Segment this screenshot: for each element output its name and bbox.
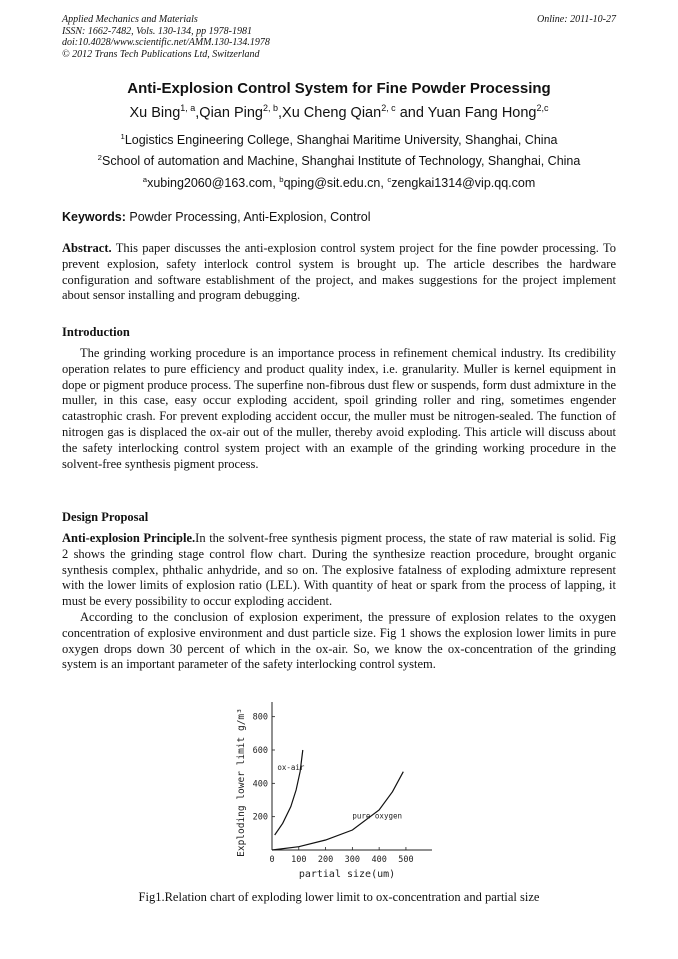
email: qping@sit.edu.cn, — [283, 176, 388, 190]
subsection-label: Anti-explosion Principle. — [62, 531, 196, 545]
x-tick-label: 100 — [291, 855, 307, 865]
figure-caption: Fig1.Relation chart of exploding lower limit to ox-concentration and partial size — [138, 890, 540, 904]
x-tick-label: 400 — [371, 855, 387, 865]
affiliation-1 — [62, 133, 616, 147]
paper-title: Anti-Explosion Control System for Fine Powder Processing — [127, 80, 551, 97]
x-tick-label: 500 — [398, 855, 414, 865]
series-label: ox-air — [277, 763, 305, 772]
keywords-label: Keywords: — [62, 210, 126, 224]
author-sup: 2, c — [381, 103, 396, 114]
y-axis-label: Exploding lower limit g/m³ — [236, 708, 247, 857]
keywords-text: Powder Processing, Anti-Explosion, Control — [125, 210, 371, 224]
design-paragraph-1 — [62, 531, 616, 610]
affiliation-text: School of automation and Machine, Shanghai Institute of Technology, Shanghai, China — [101, 154, 581, 168]
series-label: pure oxygen — [352, 811, 403, 821]
abstract-label: Abstract. — [62, 241, 112, 255]
author: and Yuan Fang Hong — [395, 105, 537, 121]
author-sup: 2, b — [263, 103, 278, 114]
email-line — [62, 176, 616, 190]
design-paragraph-2: According to the conclusion of explosion experiment, the pressure of explosion relates to the oxygen concentration of explosive environment and dust particle size. Fig 1 shows the explosion lower limits in pure oxygen drops down 30 percent of which in the ox-air. So, we know the ox-concentration of the grinding system is an important parameter of the safety interlocking control system. — [62, 610, 616, 672]
section-heading: Introduction — [62, 325, 130, 339]
affiliation-text: Logistics Engineering College, Shanghai Maritime University, Shanghai, China — [124, 133, 558, 147]
author: ,Qian Ping — [195, 105, 263, 121]
author-sup: 1, a — [180, 103, 196, 114]
online-date: Online: 2011-10-27 — [537, 14, 616, 25]
keywords — [62, 210, 370, 224]
y-tick-label: 800 — [252, 712, 268, 723]
author: Xu Bing — [129, 105, 181, 121]
x-tick-label: 0 — [269, 855, 275, 865]
x-axis-label: partial size(um) — [298, 869, 396, 880]
y-tick-label: 400 — [252, 779, 268, 790]
x-tick-label: 300 — [344, 855, 361, 865]
paragraph-text: In the solvent-free synthesis pigment process, the state of raw material is solid. Fig 2 shows the grinding stage control flow chart. During the synthesize reaction procedure, brought organic synthesis complex, phthalic anhydride, and so on. The explosive fatalness of exploding admixture represent with the lower limits of explosion ratio (LEL). With quantity of heat or spark from the process of lapping, it must be every possibility to occur exploding accident. — [62, 531, 616, 609]
email-sup: a — [142, 174, 148, 184]
issn: ISSN: 1662-7482, Vols. 130-134, pp 1978-1981 — [62, 25, 252, 37]
author: ,Xu Cheng Qian — [278, 105, 382, 121]
y-tick-label: 600 — [252, 746, 268, 756]
figure-1-chart — [230, 702, 440, 882]
affiliation-sup: 1 — [120, 131, 125, 141]
affiliation-sup: 2 — [97, 152, 102, 162]
author-sup: 2,c — [536, 103, 549, 114]
section-heading: Design Proposal — [62, 510, 149, 524]
running-header — [62, 14, 616, 60]
copyright: © 2012 Trans Tech Publications Ltd, Switzerland — [62, 48, 260, 60]
introduction-paragraph: The grinding working procedure is an importance process in refinement chemical industry. Its credibility operation relates to pure efficiency and product quality index, i.e. granularity. Muller is kernel equipment in dope or pigment produce process. The superfine non-fibrous dust flew or suspends, form dust admixture in the muller, in this case, easy occur exploding accident, spoil grinding roller and ring, sometimes engender catastrophic crash. For prevent exploding accident occur, the muller must be nitrogen-sealed. The function of nitrogen gas is displaced the ox-air out of the muller, thereby avoid exploding. This article will discuss about the safety interlocking control system project with an example of the grinding working procedure in the solvent-free synthesis pigment process. — [62, 346, 616, 471]
abstract-text: This paper discusses the anti-explosion control system project for the fine powder processing. To prevent explosion, safety interlock control system is brought up. The article describes the hardware configuration and software establishment of the project, and makes suggestions for the project implement about sensor installing and program debugging. — [62, 241, 616, 303]
email-sup: c — [387, 174, 392, 184]
affiliation-2 — [62, 154, 616, 168]
author-list — [62, 105, 616, 121]
doi: doi:10.4028/www.scientific.net/AMM.130-134.1978 — [62, 37, 270, 48]
y-tick-label: 200 — [252, 812, 268, 823]
email: xubing2060@163.com, — [147, 176, 280, 190]
journal-name: Applied Mechanics and Materials — [62, 14, 198, 25]
abstract — [62, 241, 616, 304]
email: zengkai1314@vip.qq.com — [391, 176, 536, 190]
x-tick-label: 200 — [317, 855, 334, 865]
email-sup: b — [279, 174, 284, 184]
